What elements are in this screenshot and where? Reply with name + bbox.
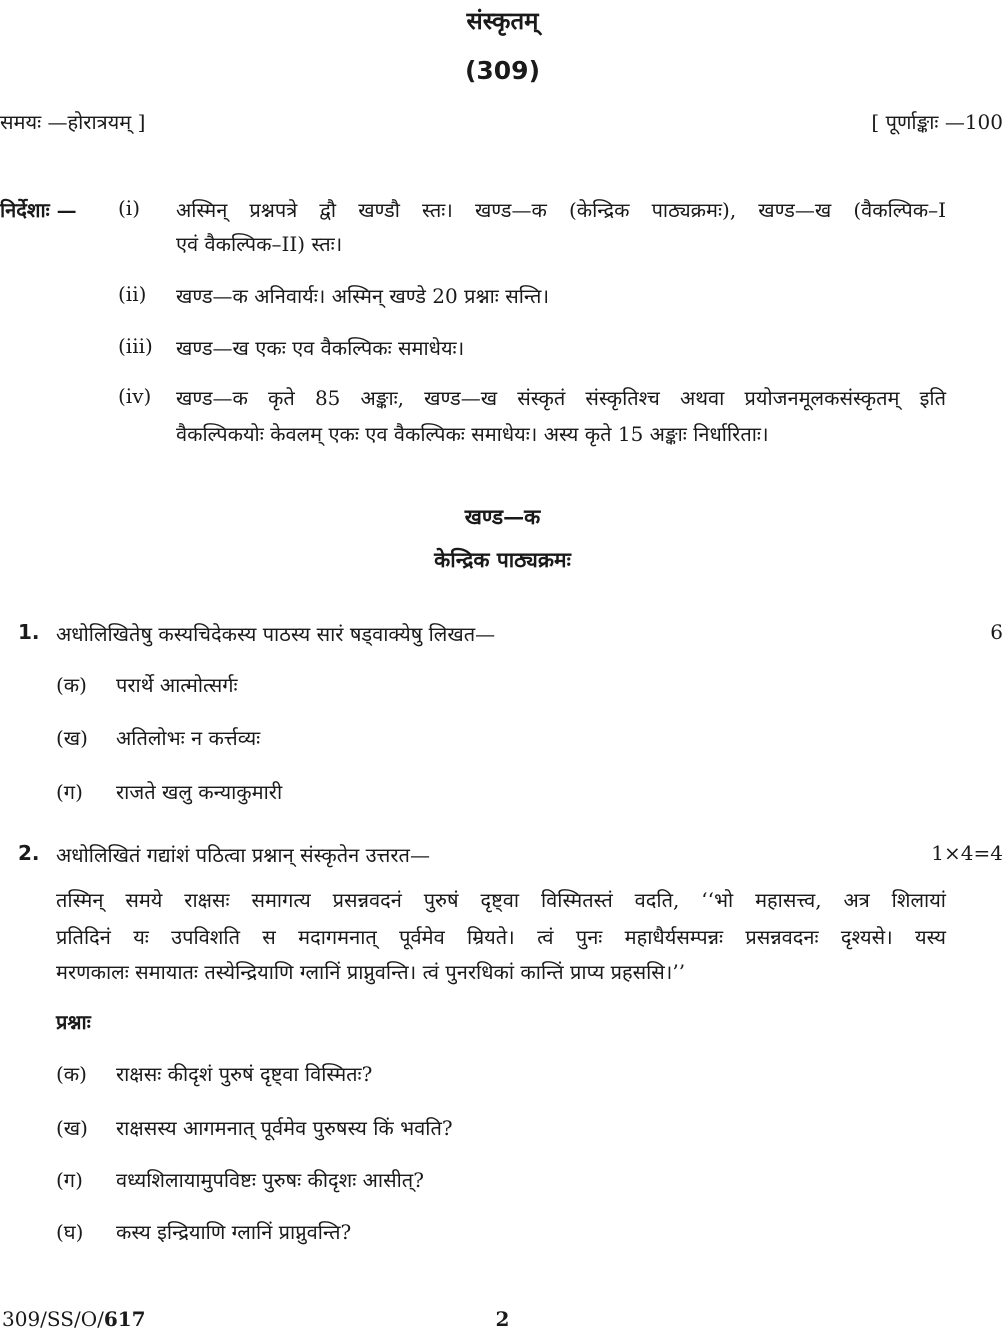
option-label: (घ)	[56, 1220, 84, 1244]
footer-code-prefix: 309/SS/O/	[2, 1307, 104, 1331]
question-number: 2.	[18, 841, 40, 865]
instruction-text: अस्मिन् प्रश्नपत्रे द्वौ खण्डौ स्तः। खण्ड—क (केन्द्रिक पाठ्यक्रमः), खण्ड—ख (वैकल्पिक–I	[176, 198, 946, 222]
time-allowed: समयः —होरात्रयम् ]	[0, 110, 146, 134]
instruction-num: (iii)	[118, 334, 153, 358]
option-label: (ग)	[56, 780, 83, 804]
instruction-text: खण्ड—ख एकः एव वैकल्पिकः समाधेयः।	[176, 336, 465, 360]
section-title: खण्ड—क	[464, 504, 541, 529]
instruction-num: (i)	[118, 196, 141, 220]
paper-code: (309)	[464, 56, 541, 85]
footer-code-number: 617	[103, 1307, 146, 1331]
question-text: अधोलिखितेषु कस्यचिदेकस्य पाठस्य सारं षड्वाक्येषु लिखत—	[56, 622, 496, 646]
instruction-text: एवं वैकल्पिक–II) स्तः।	[176, 232, 343, 256]
instruction-num: (ii)	[118, 282, 147, 306]
option-text: राजते खलु कन्याकुमारी	[116, 780, 283, 804]
questions-label: प्रश्नाः	[56, 1010, 91, 1034]
question-number: 1.	[18, 620, 40, 644]
option-text: कस्य इन्द्रियाणि ग्लानिं प्राप्नुवन्ति?	[116, 1220, 352, 1244]
passage-line: तस्मिन् समये राक्षसः समागत्य प्रसन्नवदनं पुरुषं दृष्ट्वा विस्मितस्तं वदति, ‘‘भो महासत्त्व, अत्र शिलायां	[56, 888, 946, 912]
max-marks: [ पूर्णाङ्काः —100	[871, 110, 1003, 134]
instruction-text: खण्ड—क कृते 85 अङ्काः, खण्ड—ख संस्कृतं संस्कृतिश्च अथवा प्रयोजनमूलकसंस्कृतम् इति	[176, 386, 946, 410]
option-text: राक्षसस्य आगमनात् पूर्वमेव पुरुषस्य किं भवति?	[116, 1116, 453, 1140]
instruction-num: (iv)	[118, 384, 152, 408]
option-text: परार्थे आत्मोत्सर्गः	[116, 673, 238, 697]
option-text: राक्षसः कीदृशं पुरुषं दृष्ट्वा विस्मितः?	[116, 1062, 373, 1086]
passage-line: प्रतिदिनं यः उपविशति स मदागमनात् पूर्वमेव म्रियते। त्वं पुनः महाधैर्यसम्पन्नः प्रसन्नवदनः दृश्यसे। यस्य	[56, 925, 946, 949]
instructions-label: निर्देशाः —	[0, 198, 77, 222]
instruction-text: खण्ड—क अनिवार्यः। अस्मिन् खण्डे 20 प्रश्नाः सन्ति।	[176, 284, 550, 308]
option-text: अतिलोभः न कर्त्तव्यः	[116, 726, 261, 750]
instruction-text: वैकल्पिकयोः केवलम् एकः एव वैकल्पिकः समाधेयः। अस्य कृते 15 अङ्काः निर्धारिताः।	[176, 422, 769, 446]
option-label: (ख)	[56, 1116, 88, 1140]
option-label: (क)	[56, 1062, 87, 1086]
passage-line: मरणकालः समायातः तस्येन्द्रियाणि ग्लानिं प्राप्नुवन्ति। त्वं पुनरधिकां कान्तिं प्राप्य प्रहससि।’’	[56, 960, 686, 984]
question-text: अधोलिखितं गद्यांशं पठित्वा प्रश्नान् संस्कृतेन उत्तरत—	[56, 843, 430, 867]
option-text: वध्यशिलायामुपविष्टः पुरुषः कीदृशः आसीत्?	[116, 1168, 424, 1192]
page-number: 2	[495, 1307, 510, 1331]
option-label: (ख)	[56, 726, 88, 750]
question-marks: 6	[990, 620, 1003, 644]
section-subtitle: केन्द्रिक पाठ्यक्रमः	[434, 547, 571, 572]
option-label: (ग)	[56, 1168, 83, 1192]
option-label: (क)	[56, 673, 87, 697]
question-marks: 1×4=4	[931, 841, 1003, 865]
subject-title: संस्कृतम्	[466, 6, 539, 35]
